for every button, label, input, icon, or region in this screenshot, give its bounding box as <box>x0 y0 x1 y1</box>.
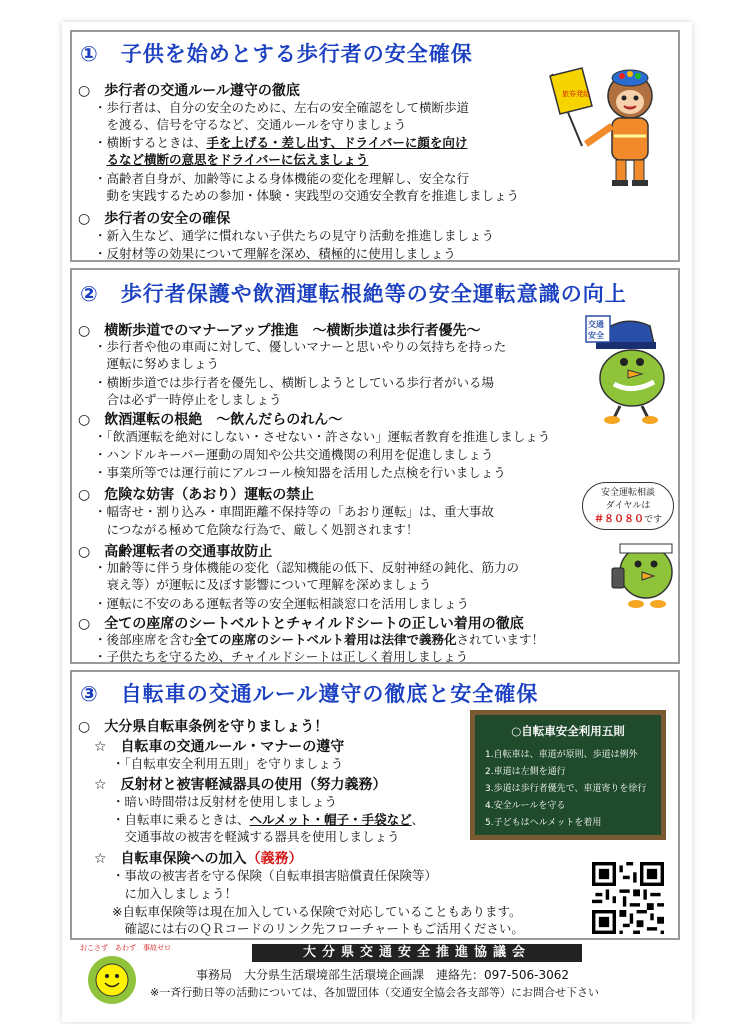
svg-text:交通: 交通 <box>588 320 604 329</box>
smiley-logo-icon <box>76 936 171 1008</box>
note-text: 確認には右のＱＲコードのリンク先フローチャートもご活用ください。 <box>112 921 524 936</box>
blackboard-item: 3.歩道は歩行者優先で、車道寄りを徐行 <box>485 784 647 794</box>
bullet-text: ・運転に不安のある運転者等の安全運転相談窓口を活用しましょう <box>94 596 470 611</box>
blackboard-item: 2.車道は左側を通行 <box>485 767 566 777</box>
bullet-text: ・加齢等に伴う身体機能の変化（認知機能の低下、反射神経の鈍化、筋力の <box>94 560 520 575</box>
bullet-text: 動を実践するための参加・体験・実践型の交通安全教育を推進しましょう <box>94 188 520 203</box>
bullet-text: ・横断歩道では歩行者を優先し、横断しようとしている歩行者がいる場 <box>94 375 495 390</box>
bullet-text: ・反射材等の効果について理解を深め、積極的に使用しましょう <box>94 246 456 261</box>
section-1 <box>70 30 680 262</box>
blackboard-item: 4.安全ルールを守る <box>485 801 566 811</box>
consultation-dial-bubble <box>582 482 674 530</box>
section-3-title: ③ 自転車の交通ルール遵守の徹底と安全確保 <box>80 682 539 706</box>
heading-drunk-driving: ○ 飲酒運転の根絶 ～飲んだらのれん～ <box>78 412 343 428</box>
bullet-text: 合は必ず一時停止をしましょう <box>94 392 282 407</box>
bullet-text: ・歩行者は、自分の安全のために、左右の安全確認をして横断歩道 <box>94 100 470 115</box>
monkey-mascot-icon <box>542 66 672 190</box>
bullet-text: ・新入生など、通学に慣れない子供たちの見守り活動を推進しましょう <box>94 228 495 243</box>
heading-elderly-drivers: ○ 高齢運転者の交通事故防止 <box>78 544 273 560</box>
bird-phone-mascot-icon <box>608 534 678 610</box>
note-text: ※自転車保険等は現在加入している保険で対応していることもあります。 <box>112 904 522 919</box>
heading-reflective-gear: ☆ 反射材と被害軽減器具の使用（努力義務） <box>94 777 387 793</box>
bullet-text: ・「自転車安全利用五則」を守りましょう <box>112 756 344 771</box>
section-1-title: ① 子供を始めとする歩行者の安全確保 <box>80 42 473 66</box>
heading-seatbelts: ○ 全ての座席のシートベルトとチャイルドシートの正しい着用の徹底 <box>78 616 524 632</box>
blackboard-title: ○自転車安全利用五則 <box>511 724 625 738</box>
bullet-text: に加入しましょう！ <box>112 886 238 901</box>
bubble-number: ＃８０８０です <box>593 514 662 525</box>
blackboard-item: 5.子どもはヘルメットを着用 <box>485 818 602 828</box>
footer-org-name: 大分県交通安全推進協議会 <box>252 944 582 962</box>
svg-text:旅券発給: 旅券発給 <box>562 90 590 98</box>
bicycle-rules-blackboard <box>470 710 666 840</box>
blackboard-item: 1.自転車は、車道が原則、歩道は例外 <box>485 750 638 760</box>
bird-police-mascot-icon <box>584 314 674 426</box>
heading-crosswalk-manners: ○ 横断歩道でのマナーアップ推進 ～横断歩道は歩行者優先～ <box>78 323 481 339</box>
bullet-text: を渡る、信号を守るなど、交通ルールを守りましょう <box>94 117 407 132</box>
svg-text:安全: 安全 <box>588 331 604 340</box>
bullet-text: ・自転車に乗るときは、ヘルメット・帽子・手袋など、 <box>112 812 425 827</box>
footer-note: ※一斉行動日等の活動については、各加盟団体（交通安全協会各支部等）にお問合せ下さい <box>150 986 599 999</box>
bullet-text: るなど横断の意思をドライバーに伝えましょう <box>106 152 369 167</box>
bullet-text: 運転に努めましょう <box>94 356 220 371</box>
section-2 <box>70 268 680 664</box>
bullet-text: ・高齢者自身が、加齢等による身体機能の変化を理解し、安全な行 <box>94 171 470 186</box>
bubble-text: ダイヤルは <box>605 501 651 511</box>
heading-bicycle-insurance: ☆ 自転車保険への加入（義務） <box>94 851 303 867</box>
section-2-title: ② 歩行者保護や飲酒運転根絶等の安全運転意識の向上 <box>80 282 627 306</box>
bullet-text: ・幅寄せ・割り込み・車間距離不保持等の「あおり運転」は、重大事故 <box>94 504 495 519</box>
heading-pedestrian-rules: ○ 歩行者の交通ルール遵守の徹底 <box>78 83 300 99</box>
qr-code-icon[interactable] <box>592 862 664 934</box>
bullet-text: 交通事故の被害を軽減する器具を使用しましょう <box>112 829 400 844</box>
footer-office: 事務局 大分県生活環境部生活環境企画課 連絡先：097-506-3062 <box>196 968 570 982</box>
bullet-text: ・「飲酒運転を絶対にしない・させない・許さない」運転者教育を推進しましょう <box>94 429 551 444</box>
bubble-text: 安全運転相談 <box>600 488 655 498</box>
heading-bicycle-rules: ☆ 自転車の交通ルール・マナーの遵守 <box>94 739 345 755</box>
heading-road-rage: ○ 危険な妨害（あおり）運転の禁止 <box>78 487 315 503</box>
heading-bicycle-ordinance: ○ 大分県自転車条例を守りましょう！ <box>78 719 329 735</box>
heading-pedestrian-safety: ○ 歩行者の安全の確保 <box>78 211 231 227</box>
svg-text:おこさず あわず 事故ゼロ: おこさず あわず 事故ゼロ <box>80 944 171 952</box>
bullet-text: ・事故の被害者を守る保険（自転車損害賠償責任保険等） <box>112 868 438 883</box>
bullet-text: ・暗い時間帯は反射材を使用しましょう <box>112 794 338 809</box>
bullet-text: ・子供たちを守るため、チャイルドシートは正しく着用しましょう <box>94 649 469 664</box>
bullet-text: につながる極めて危険な行為で、厳しく処罰されます！ <box>94 522 419 537</box>
bullet-text: ・後部座席を含む全ての座席のシートベルト着用は法律で義務化されています！ <box>94 632 545 647</box>
bullet-text: ・ハンドルキーパー運動の周知や公共交通機関の利用を促進しましょう <box>94 447 494 462</box>
bullet-text: ・事業所等では運行前にアルコール検知器を活用した点検を行いましょう <box>94 465 506 480</box>
bullet-text: ・横断するときは、手を上げる・差し出す、ドライバーに顔を向け <box>94 135 468 150</box>
bullet-text: 衰え等）が運転に及ぼす影響について理解を深めましょう <box>94 577 432 592</box>
bullet-text: ・歩行者や他の車両に対して、優しいマナーと思いやりの気持ちを持った <box>94 339 507 354</box>
